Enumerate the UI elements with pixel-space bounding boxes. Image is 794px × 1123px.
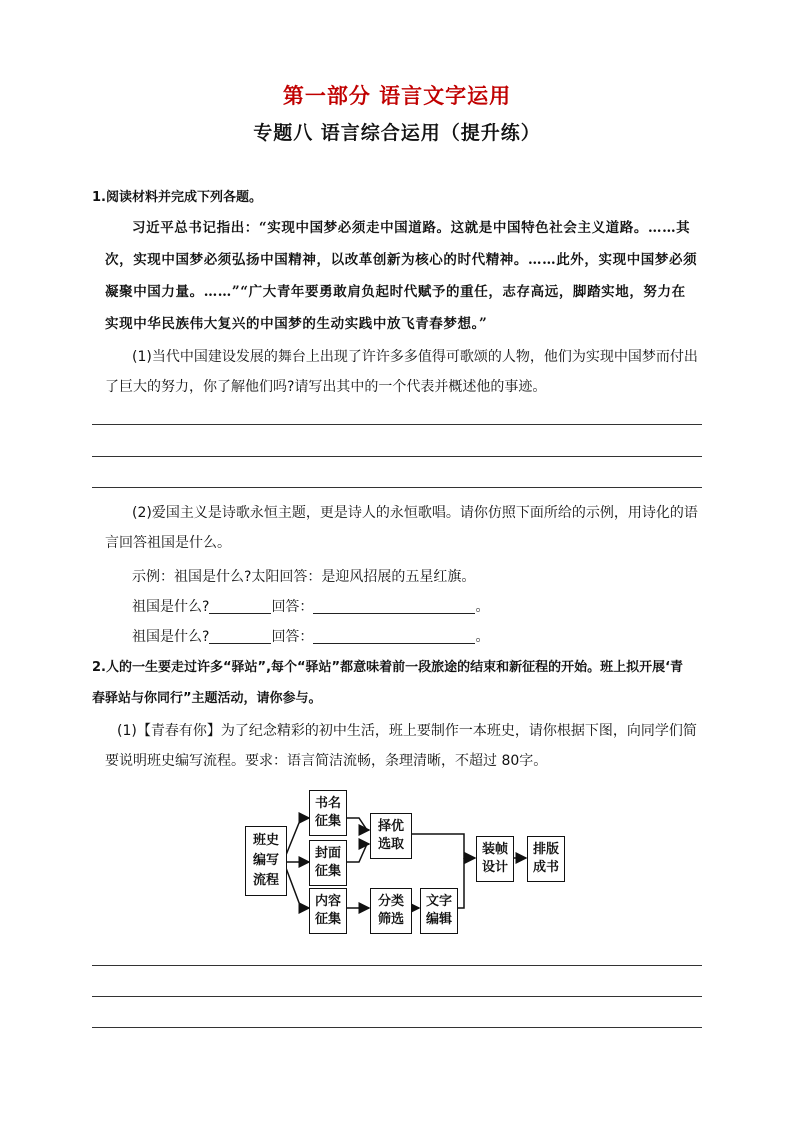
flow-box-paiban [527, 836, 565, 882]
q2-sub1-line: (1)【青春有你】为了纪念精彩的初中生活，班上要制作一本班史，请你根据下图，向同学们简 [117, 723, 697, 739]
flow-text: 选取 [377, 837, 404, 852]
q1-sub1-line: (1)当代中国建设发展的舞台上出现了许许多多值得可歌颂的人物，他们为实现中国梦而付出 [132, 349, 698, 365]
arrow-start-neirong [286, 868, 309, 908]
fill-blank-short[interactable] [209, 597, 271, 614]
arrow-start-shuming [286, 818, 309, 855]
answer-line[interactable] [92, 1027, 702, 1028]
question-2-heading [92, 654, 707, 713]
flow-text: 内容 [314, 894, 341, 909]
fill-blank-long[interactable] [313, 597, 475, 614]
answer-line[interactable] [92, 424, 702, 425]
q2-heading-line: 2.人的一生要走过许多“驿站”,每个“驿站”都意味着前一段旅途的结束和新征程的开始。班上拟开展‘青 [92, 660, 684, 675]
flowchart [243, 782, 573, 936]
flow-box-zhuangzhen [476, 836, 514, 882]
flow-box-wenzi [420, 888, 458, 934]
arrow-fengmian-zeyou [346, 844, 369, 862]
fill-mid: 回答： [271, 629, 314, 645]
fill-end: 。 [475, 629, 490, 645]
arrow-zeyou-zhuangzhen [411, 834, 475, 858]
flow-text: 书名 [314, 796, 341, 811]
answer-line[interactable] [92, 487, 702, 488]
arrow-shuming-zeyou [346, 818, 369, 830]
flow-text: 封面 [314, 846, 341, 861]
flow-text: 设计 [481, 860, 508, 875]
fill-line-2 [132, 622, 489, 652]
flow-text: 分类 [377, 894, 404, 909]
flow-text: 流程 [252, 873, 279, 888]
flow-text: 编辑 [425, 912, 452, 927]
fill-blank-short[interactable] [209, 627, 271, 644]
fill-prefix: 祖国是什么? [132, 629, 210, 645]
part-title: 第一部分 语言文字运用 [282, 84, 512, 108]
quote-passage [105, 212, 705, 340]
flow-text: 编写 [252, 853, 279, 868]
quote-line: 实现中华民族伟大复兴的中国梦的生动实践中放飞青春梦想。” [105, 316, 488, 332]
fill-prefix: 祖国是什么? [132, 599, 210, 615]
quote-line: 凝聚中国力量。……”“广大青年要勇敢肩负起时代赋予的重任，志存高远，脚踏实地，努力在 [105, 284, 686, 300]
flow-text: 装帧 [481, 842, 508, 857]
question-1-heading: 1.阅读材料并完成下列各题。 [92, 190, 262, 205]
q1-sub2 [105, 498, 705, 558]
flow-text: 班史 [252, 833, 279, 848]
fill-line-1 [132, 592, 489, 622]
q2-sub1-line: 要说明班史编写流程。要求：语言简洁流畅，条理清晰，不超过 80字。 [105, 753, 548, 769]
flow-text: 筛选 [377, 912, 404, 927]
fill-mid: 回答： [271, 599, 314, 615]
flow-box-shuming [309, 790, 347, 836]
flow-box-neirong [309, 888, 347, 934]
q1-sub1 [105, 342, 705, 402]
flow-box-zeyou [370, 813, 412, 859]
quote-line: 次，实现中国梦必须弘扬中国精神，以改革创新为核心的时代精神。……此外，实现中国梦必须 [105, 252, 698, 268]
flow-text: 征集 [314, 814, 341, 829]
flow-text: 择优 [377, 819, 404, 834]
q1-sub2-line: 言回答祖国是什么。 [105, 535, 231, 551]
flow-box-fenlei [370, 888, 412, 934]
q1-sub1-line: 了巨大的努力，你了解他们吗?请写出其中的一个代表并概述他的事迹。 [105, 379, 547, 395]
quote-line: 习近平总书记指出：“实现中国梦必须走中国道路。这就是中国特色社会主义道路。……其 [132, 220, 691, 236]
q2-heading-line: 春驿站与你同行”主题活动，请你参与。 [92, 691, 322, 706]
answer-line[interactable] [92, 456, 702, 457]
answer-line[interactable] [92, 996, 702, 997]
example-line: 示例：祖国是什么?太阳回答：是迎风招展的五星红旗。 [132, 569, 476, 585]
flow-text: 排版 [532, 842, 559, 857]
answer-line[interactable] [92, 965, 702, 966]
flow-text: 征集 [314, 912, 341, 927]
q2-sub1 [105, 716, 705, 776]
flow-text: 文字 [425, 894, 452, 909]
topic-title: 专题八 语言综合运用（提升练） [253, 122, 541, 144]
flow-text: 成书 [532, 860, 559, 875]
fill-end: 。 [475, 599, 490, 615]
flow-text: 征集 [314, 864, 341, 879]
flow-box-fengmian [309, 840, 347, 886]
flow-box-start [245, 826, 287, 896]
fill-blank-long[interactable] [313, 627, 475, 644]
q1-sub2-line: (2)爱国主义是诗歌永恒主题，更是诗人的永恒歌唱。请你仿照下面所给的示例，用诗化的语 [132, 505, 698, 521]
